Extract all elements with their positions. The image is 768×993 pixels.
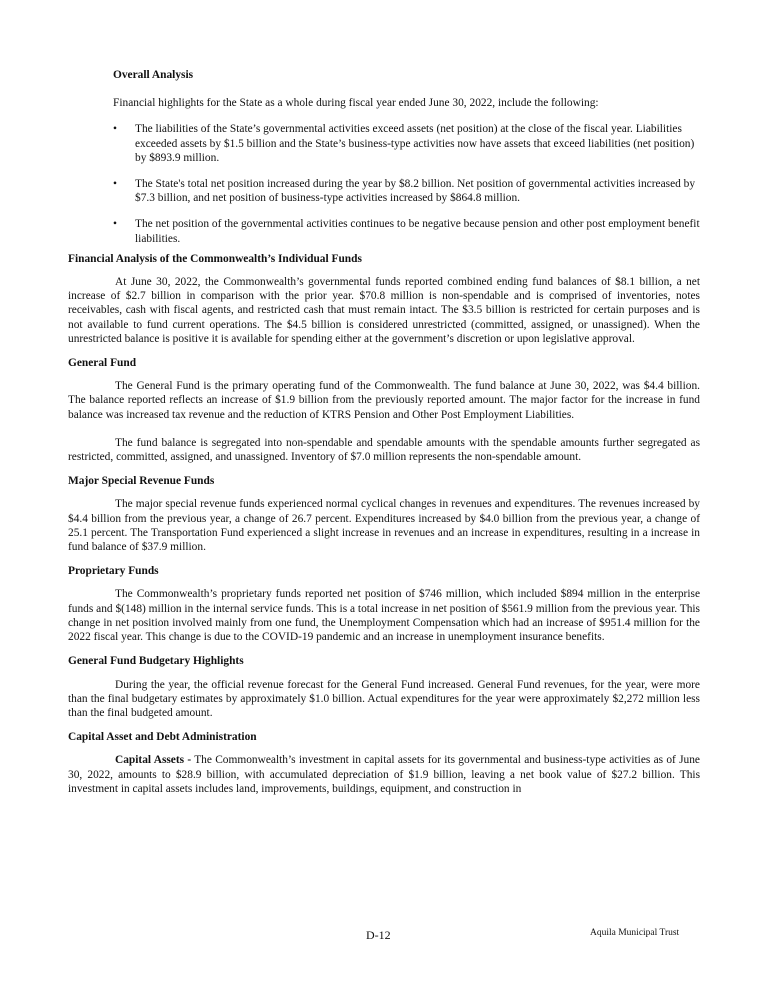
page-number: D-12 xyxy=(366,928,391,942)
proprietary-body: The Commonwealth’s proprietary funds reported net position of $746 million, which included $894 million in the enterprise funds and $(148) million in the internal service funds. This is a total increase in net position of $561.9 million from the previous year. This change in net position involved mainly from one fund, the Unemployment Compensation which had an increase of $951.4 million for the 2022 fiscal year. This change is due to the COVID-19 pandemic and an increase in unemployment insurance benefits. xyxy=(68,588,700,644)
special-revenue-section xyxy=(68,474,700,554)
individual-funds-section xyxy=(68,252,700,346)
capital-assets-lead: Capital Assets - xyxy=(115,754,192,767)
list-item xyxy=(113,122,700,165)
proprietary-heading: Proprietary Funds xyxy=(68,565,159,578)
general-fund-body-2: The fund balance is segregated into non-spendable and spendable amounts with the spendable amounts further segregated as restricted, committed, assigned, and unassigned. Inventory of $7.0 million represents the non-spendable amount. xyxy=(68,436,700,464)
bullet-icon: • xyxy=(113,123,117,136)
capital-body xyxy=(68,753,700,796)
proprietary-section xyxy=(68,564,700,644)
general-fund-heading: General Fund xyxy=(68,357,137,370)
budgetary-body: During the year, the official revenue forecast for the General Fund increased. General Fund revenues, for the year, were more than the final budgetary estimates by approximately $1.0 billion. Actual expenditures for the year were approximately $2,272 million less than the final budgeted amount. xyxy=(68,678,700,719)
list-item xyxy=(113,217,700,245)
highlights-list xyxy=(113,122,700,245)
bullet-text: The liabilities of the State’s governmental activities exceed assets (net position) at the close of the fiscal year. Liabilities exceeded assets by $1.5 billion and the State’s business-type activities now have assets that exceed liabilities (net position) by $893.9 million. xyxy=(135,123,695,164)
capital-assets-text: The Commonwealth’s investment in capital assets for its governmental and business-type activities as of June 30, 2022, amounts to $28.9 billion, with accumulated depreciation of $1.9 billion, leaving a net book value of $27.2 billion. This investment in capital assets includes land, improvements, buildings, equipment, and construction in xyxy=(68,754,700,795)
document-page xyxy=(68,68,700,796)
capital-heading: Capital Asset and Debt Administration xyxy=(68,731,257,744)
individual-funds-body: At June 30, 2022, the Commonwealth’s governmental funds reported combined ending fund balances of $8.1 billion, a net increase of $2.7 billion in comparison with the prior year. $70.8 million is non-spendable and is comprised of inventories, notes receivables, cash with fiscal agents, and restricted cash that must remain intact. The $3.5 billion is restricted for certain purposes and is not available to fund current operations. The $4.5 billion is considered unrestricted (committed, assigned, or unassigned). When the unrestricted balance is positive it is available for spending either at the government’s discretion or upon legislative approval. xyxy=(68,276,700,345)
list-item xyxy=(113,177,700,205)
special-revenue-body: The major special revenue funds experienced normal cyclical changes in revenues and expenditures. The revenues increased by $4.4 billion from the previous year, a change of 26.7 percent. Expenditures increased by $4.0 billion from the previous year, a change of 25.1 percent. The Transportation Fund experienced a slight increase in revenues and an increase in expenditures, resulting in a increase in fund balance of $37.9 million. xyxy=(68,498,700,554)
capital-section xyxy=(68,730,700,796)
overall-analysis-section xyxy=(113,68,700,110)
bullet-text: The State's total net position increased during the year by $8.2 billion. Net position of governmental activities increased by $7.3 billion, and net position of business-type activities increased by $864.8 million. xyxy=(135,178,696,205)
individual-funds-heading: Financial Analysis of the Commonwealth’s Individual Funds xyxy=(68,252,362,265)
bullet-icon: • xyxy=(113,178,117,191)
budgetary-heading: General Fund Budgetary Highlights xyxy=(68,655,244,668)
special-revenue-heading: Major Special Revenue Funds xyxy=(68,475,215,488)
overall-analysis-heading: Overall Analysis xyxy=(113,69,194,81)
general-fund-section xyxy=(68,356,700,464)
footer-organization: Aquila Municipal Trust xyxy=(590,928,680,938)
budgetary-section xyxy=(68,654,700,720)
bullet-text: The net position of the governmental activities continues to be negative because pension and other post employment benefit liabilities. xyxy=(135,218,700,245)
bullet-icon: • xyxy=(113,218,117,231)
general-fund-body-1: The General Fund is the primary operating fund of the Commonwealth. The fund balance at June 30, 2022, was $4.4 billion. The balance reported reflects an increase of $1.9 billion from the previously reported amount. The major factor for the increase in fund balance was increased tax revenue and the reduction of KTRS Pension and Other Post Employment Liabilities. xyxy=(68,380,700,421)
overall-analysis-intro: Financial highlights for the State as a whole during fiscal year ended June 30, 2022, include the following: xyxy=(113,97,599,110)
